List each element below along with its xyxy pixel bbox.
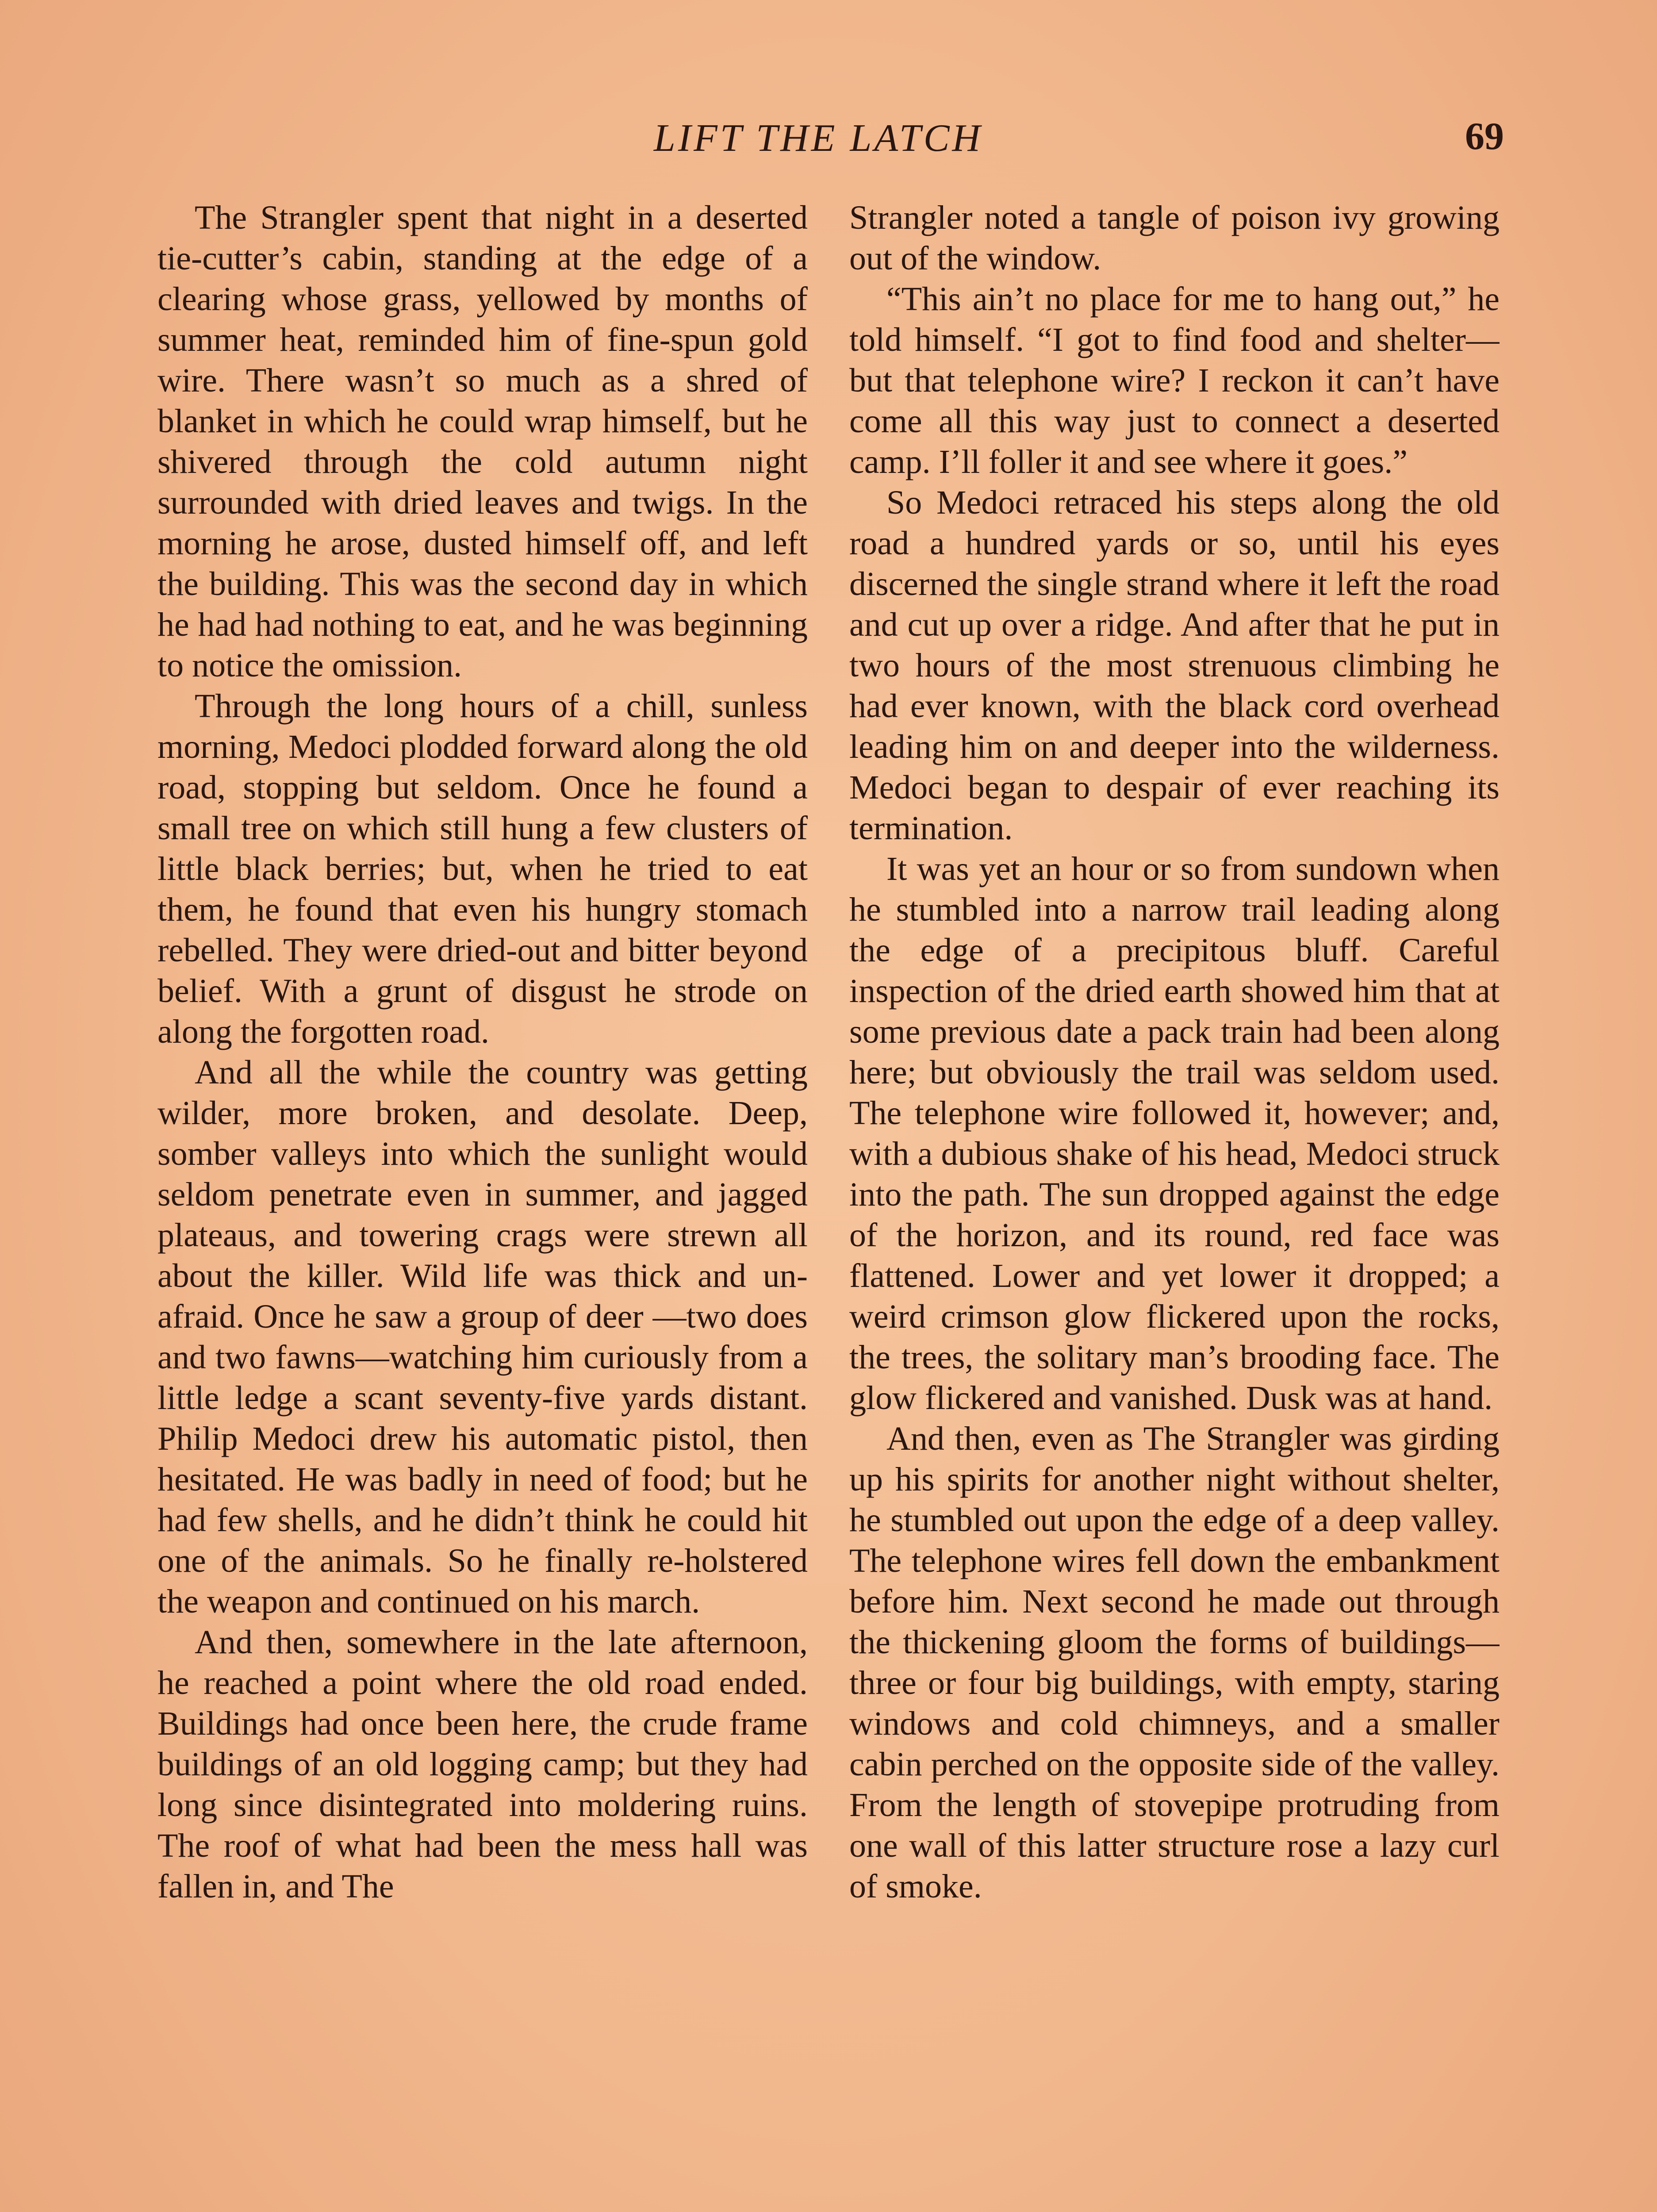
- continued-paragraph: Strangler noted a tangle of poison ivy growing out of the window.: [849, 199, 1500, 277]
- paragraph: So Medoci retraced his steps along the old road a hundred yards or so, until his eyes discerned the single strand where it left the road and cut up over a ridge. And after that he put in two hours of the most strenuous climbing he had ever known, with the black cord overhead leading him on and deeper into the wilderness. Medoci began to despair of ever reaching its termination.: [849, 484, 1500, 847]
- paragraph: Through the long hours of a chill, sunless morning, Medoci plodded forward along the old road, stopping but seldom. Once he found a small tree on which still hung a few clusters of little black berries; but, when he tried to eat them, he found that even his hungry stomach rebelled. They were dried-out and bitter beyond belief. With a grunt of disgust he strode on along the forgotten road.: [157, 687, 808, 1050]
- paragraph: The Strangler spent that night in a deserted tie-cutter’s cabin, standing at the edge of a clearing whose grass, yellowed by months of summer heat, reminded him of fine-spun gold wire. There wasn’t so much as a shred of blanket in which he could wrap himself, but he shivered through the cold autumn night surrounded with dried leaves and twigs. In the morning he arose, dusted himself off, and left the building. This was the second day in which he had had nothing to eat, and he was beginning to notice the omission.: [157, 199, 808, 684]
- running-title: LIFT THE LATCH: [653, 117, 983, 160]
- page-number: 69: [1465, 115, 1504, 158]
- left-text-column: [157, 197, 808, 2212]
- paragraph: And then, even as The Strangler was girding up his spirits for another night without shelter, he stumbled out upon the edge of a deep valley. The telephone wires fell down the embankment before him. Next second he made out through the thickening gloom the forms of buildings—three or four big buildings, with empty, staring windows and cold chimneys, and a smaller cabin perched on the opposite side of the valley. From the length of stovepipe protruding from one wall of this latter structure rose a lazy curl of smoke.: [849, 1420, 1500, 1905]
- paragraph: And then, somewhere in the late afternoon, he reached a point where the old road ended. Buildings had once been here, the crude frame buildings of an old logging camp; but they had long since disintegrated into moldering ruins. The roof of what had been the mess hall was fallen in, and The: [157, 1624, 808, 1905]
- paragraph: “This ain’t no place for me to hang out,” he told himself. “I got to find food and shelter—but that telephone wire? I reckon it can’t have come all this way just to connect a deserted camp. I’ll foller it and see where it goes.”: [849, 280, 1500, 480]
- right-text-column: [849, 197, 1500, 2212]
- paragraph: It was yet an hour or so from sundown when he stumbled into a narrow trail leading along the edge of a precipitous bluff. Careful inspection of the dried earth showed him that at some previous date a pack train had been along here; but obviously the trail was seldom used. The telephone wire followed it, however; and, with a dubious shake of his head, Medoci struck into the path. The sun dropped against the edge of the horizon, and its round, red face was flattened. Lower and yet lower it dropped; a weird crimson glow flickered upon the rocks, the trees, the solitary man’s brooding face. The glow flickered and vanished. Dusk was at hand.: [849, 850, 1500, 1417]
- paragraph: And all the while the country was getting wilder, more broken, and desolate. Deep, somber valleys into which the sunlight would seldom penetrate even in summer, and jagged plateaus, and towering crags were strewn all about the killer. Wild life was thick and unafraid. Once he saw a group of deer —two does and two fawns—watching him curiously from a little ledge a scant seventy-five yards distant. Philip Medoci drew his automatic pistol, then hesitated. He was badly in need of food; but he had few shells, and he didn’t think he could hit one of the animals. So he finally re-holstered the weapon and continued on his march.: [157, 1054, 808, 1620]
